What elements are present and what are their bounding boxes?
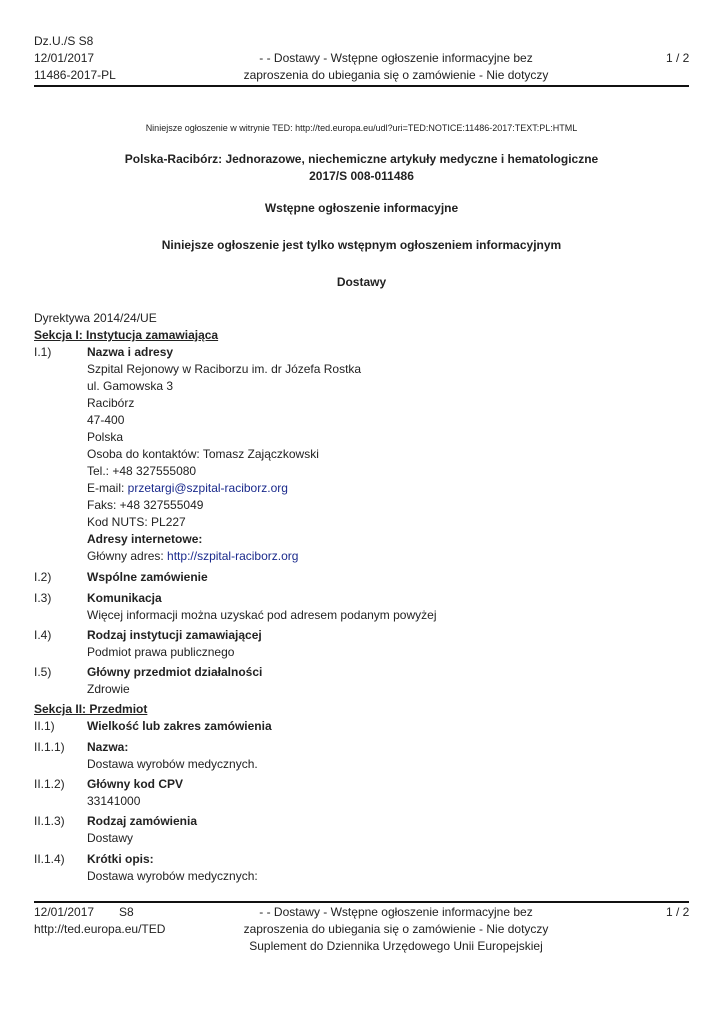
ii14-number: II.1.4) bbox=[34, 852, 65, 866]
footer-title-line1: - - Dostawy - Wstępne ogłoszenie informacyjne bez bbox=[259, 905, 533, 919]
header-title-line2: zaproszenia do ubiegania się o zamówienie - Nie dotyczy bbox=[243, 68, 549, 82]
ii14-heading: Krótki opis: bbox=[87, 852, 154, 866]
org-city: Racibórz bbox=[87, 396, 135, 410]
ted-notice-link[interactable]: Niniejsze ogłoszenie w witrynie TED: http://ted.europa.eu/udl?uri=TED:NOTICE:11486-2017:TEXT:PL:HTML bbox=[145, 123, 578, 133]
header-page-number: 1 / 2 bbox=[666, 51, 690, 65]
i4-number: I.4) bbox=[34, 628, 52, 642]
i3-text: Więcej informacji można uzyskać pod adresem podanym powyżej bbox=[87, 608, 437, 622]
ii13-text: Dostawy bbox=[87, 831, 134, 845]
org-postcode: 47-400 bbox=[87, 413, 125, 427]
org-fax: Faks: +48 327555049 bbox=[87, 498, 204, 512]
notice-type: Wstępne ogłoszenie informacyjne bbox=[264, 201, 459, 215]
section2-title: Sekcja II: Przedmiot bbox=[34, 702, 148, 716]
header-title bbox=[200, 50, 592, 84]
header-divider bbox=[34, 85, 689, 87]
main-address-label: Główny adres: bbox=[87, 549, 168, 563]
footer-date: 12/01/2017 bbox=[34, 905, 95, 919]
header-journal-ref: Dz.U./S S8 bbox=[34, 34, 94, 48]
org-country: Polska bbox=[87, 430, 124, 444]
i4-text: Podmiot prawa publicznego bbox=[87, 645, 235, 659]
org-street: ul. Gamowska 3 bbox=[87, 379, 174, 393]
i3-heading: Komunikacja bbox=[87, 591, 162, 605]
contract-type: Dostawy bbox=[336, 275, 387, 289]
i5-number: I.5) bbox=[34, 665, 52, 679]
ii12-heading: Główny kod CPV bbox=[87, 777, 184, 791]
internet-addresses-heading: Adresy internetowe: bbox=[87, 532, 203, 546]
i5-text: Zdrowie bbox=[87, 682, 130, 696]
ii11-heading: Nazwa: bbox=[87, 740, 129, 754]
org-nuts: Kod NUTS: PL227 bbox=[87, 515, 186, 529]
notice-subtitle: Niniejsze ogłoszenie jest tylko wstępnym ogłoszeniem informacyjnym bbox=[161, 238, 562, 252]
ii11-number: II.1.1) bbox=[34, 740, 65, 754]
i2-number: I.2) bbox=[34, 570, 52, 584]
i1-heading: Nazwa i adresy bbox=[87, 345, 174, 359]
footer-page-number: 1 / 2 bbox=[666, 905, 690, 919]
i5-heading: Główny przedmiot działalności bbox=[87, 665, 263, 679]
ii13-heading: Rodzaj zamówienia bbox=[87, 814, 198, 828]
footer-title-line2: zaproszenia do ubiegania się o zamówienie - Nie dotyczy bbox=[243, 922, 549, 936]
i3-number: I.3) bbox=[34, 591, 52, 605]
footer-series: S8 bbox=[119, 905, 134, 919]
header-left bbox=[34, 33, 116, 84]
i4-heading: Rodzaj instytucji zamawiającej bbox=[87, 628, 262, 642]
footer-title bbox=[200, 904, 592, 955]
i2-heading: Wspólne zamówienie bbox=[87, 570, 208, 584]
org-email-row bbox=[87, 480, 288, 497]
i1-number: I.1) bbox=[34, 345, 52, 359]
footer-supplement: Suplement do Dziennika Urzędowego Unii Europejskiej bbox=[249, 939, 543, 953]
footer-url[interactable]: http://ted.europa.eu/TED bbox=[34, 922, 166, 936]
header-notice-number: 11486-2017-PL bbox=[34, 68, 116, 82]
org-tel: Tel.: +48 327555080 bbox=[87, 464, 197, 478]
notice-title-line2: 2017/S 008-011486 bbox=[309, 169, 414, 183]
directive: Dyrektywa 2014/24/UE bbox=[34, 311, 157, 325]
org-contact: Osoba do kontaktów: Tomasz Zajączkowski bbox=[87, 447, 319, 461]
ii11-text: Dostawa wyrobów medycznych. bbox=[87, 757, 258, 771]
header-title-line1: - - Dostawy - Wstępne ogłoszenie informacyjne bez bbox=[259, 51, 533, 65]
org-email-link[interactable]: przetargi@szpital-raciborz.org bbox=[127, 481, 288, 495]
section1-title: Sekcja I: Instytucja zamawiająca bbox=[34, 328, 219, 342]
ii1-number: II.1) bbox=[34, 719, 55, 733]
ii13-number: II.1.3) bbox=[34, 814, 65, 828]
ii1-heading: Wielkość lub zakres zamówienia bbox=[87, 719, 272, 733]
ii12-text: 33141000 bbox=[87, 794, 141, 808]
footer-divider bbox=[34, 901, 689, 903]
ii14-text: Dostawa wyrobów medycznych: bbox=[87, 869, 258, 883]
ii12-number: II.1.2) bbox=[34, 777, 65, 791]
notice-title-line1: Polska-Racibórz: Jednorazowe, niechemiczne artykuły medyczne i hematologiczne bbox=[124, 152, 599, 166]
org-name: Szpital Rejonowy w Raciborzu im. dr Józefa Rostka bbox=[87, 362, 362, 376]
main-address-row bbox=[87, 548, 298, 565]
main-address-link[interactable]: http://szpital-raciborz.org bbox=[167, 549, 299, 563]
header-date: 12/01/2017 bbox=[34, 51, 95, 65]
org-email-label: E-mail: bbox=[87, 481, 128, 495]
